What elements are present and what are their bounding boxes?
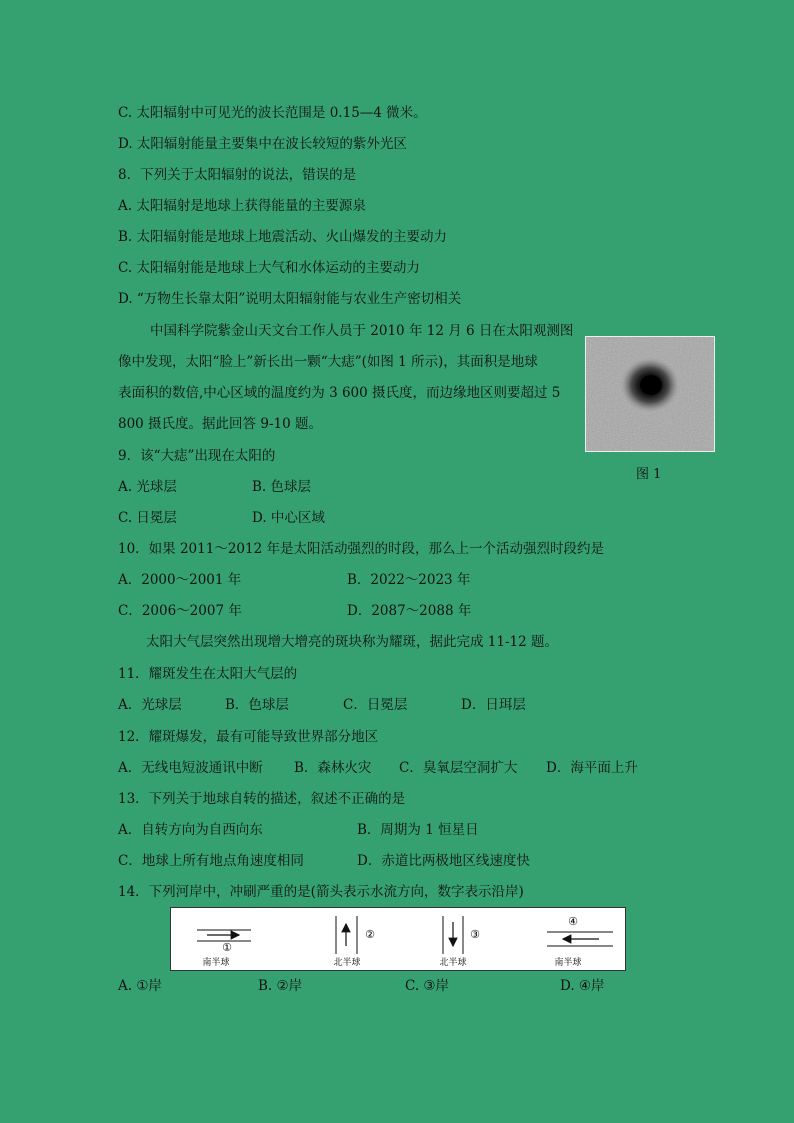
q12-option-b: B．森林火灾: [294, 760, 372, 776]
q7-option-d: D. 太阳辐射能量主要集中在波长较短的紫外光区: [118, 136, 407, 152]
passage2: 太阳大气层突然出现增大增亮的斑块称为耀斑，据此完成 11-12 题。: [146, 634, 558, 650]
river-panel-1: [197, 930, 251, 968]
q10-option-d: D．2087～2088 年: [347, 603, 472, 619]
hemisphere-label-3: 北半球: [439, 958, 467, 968]
q9-option-c: C. 日冕层: [118, 510, 177, 526]
passage1-line: 表面积的数倍,中心区域的温度约为 3 600 摄氏度，而边缘地区则要超过 5: [118, 385, 561, 401]
q11-option-d: D．日珥层: [461, 697, 526, 713]
bank-number-4: ④: [568, 915, 578, 928]
river-panel-3: [439, 916, 480, 968]
passage1-line: 中国科学院紫金山天文台工作人员于 2010 年 12 月 6 日在太阳观测图: [150, 323, 574, 339]
q10-option-c: C．2006～2007 年: [118, 603, 242, 619]
bank-number-2: ②: [365, 928, 375, 941]
passage1-line: 800 摄氏度。据此回答 9-10 题。: [118, 416, 322, 432]
q8-stem: 8．下列关于太阳辐射的说法，错误的是: [118, 167, 357, 183]
q13-option-c: C．地球上所有地点角速度相同: [118, 853, 304, 869]
q13-option-a: A．自转方向为自西向东: [118, 822, 263, 838]
hemisphere-label-4: 南半球: [554, 958, 582, 968]
q10-option-b: B．2022～2023 年: [347, 572, 471, 588]
q14-option-b: B. ②岸: [258, 978, 303, 994]
q10-option-a: A．2000～2001 年: [118, 572, 242, 588]
q14-option-c: C. ③岸: [405, 978, 450, 994]
q9-stem: 9．该“大痣”出现在太阳的: [118, 448, 276, 464]
q13-stem: 13．下列关于地球自转的描述，叙述不正确的是: [118, 791, 406, 807]
figure-caption: 图 1: [636, 467, 662, 482]
q10-stem: 10．如果 2011～2012 年是太阳活动强烈的时段，那么上一个活动强烈时段约是: [118, 541, 604, 557]
q14-option-d: D. ④岸: [560, 978, 605, 994]
q9-option-a: A. 光球层: [118, 479, 177, 495]
q11-option-c: C．日冕层: [343, 697, 408, 713]
passage1-line: 像中发现，太阳“脸上”新长出一颗“大痣”(如图 1 所示)，其面积是地球: [118, 354, 538, 370]
bank-number-3: ③: [470, 928, 480, 941]
q11-option-a: A．光球层: [118, 697, 182, 713]
q14-option-a: A. ①岸: [118, 978, 162, 994]
q12-option-c: C．臭氧层空洞扩大: [399, 760, 518, 776]
q8-option-d: D. “万物生长靠太阳”说明太阳辐射能与农业生产密切相关: [118, 291, 462, 307]
sunspot-image: [585, 336, 715, 452]
river-panel-4: [547, 915, 613, 968]
q12-option-d: D．海平面上升: [546, 760, 638, 776]
q13-option-d: D．赤道比两极地区线速度快: [357, 853, 530, 869]
hemisphere-label-2: 北半球: [333, 958, 361, 968]
q8-option-c: C. 太阳辐射能是地球上大气和水体运动的主要动力: [118, 260, 420, 276]
q8-option-b: B. 太阳辐射能是地球上地震活动、火山爆发的主要动力: [118, 229, 448, 245]
q9-option-d: D. 中心区域: [252, 510, 325, 526]
q11-option-b: B．色球层: [225, 697, 289, 713]
river-panel-2: [333, 916, 375, 968]
q13-option-b: B．周期为 1 恒星日: [357, 822, 479, 838]
q8-option-a: A. 太阳辐射是地球上获得能量的主要源泉: [118, 198, 366, 214]
hemisphere-label-1: 南半球: [202, 958, 230, 968]
q12-stem: 12．耀斑爆发，最有可能导致世界部分地区: [118, 729, 379, 745]
q7-option-c: C. 太阳辐射中可见光的波长范围是 0.15—4 微米。: [118, 105, 427, 121]
q9-option-b: B. 色球层: [252, 479, 312, 495]
q11-stem: 11．耀斑发生在太阳大气层的: [118, 666, 298, 682]
bank-number-1: ①: [222, 941, 232, 954]
q12-option-a: A．无线电短波通讯中断: [118, 760, 263, 776]
river-bank-diagram: [170, 907, 626, 971]
q14-stem: 14．下列河岸中，冲刷严重的是(箭头表示水流方向，数字表示沿岸): [118, 884, 524, 900]
